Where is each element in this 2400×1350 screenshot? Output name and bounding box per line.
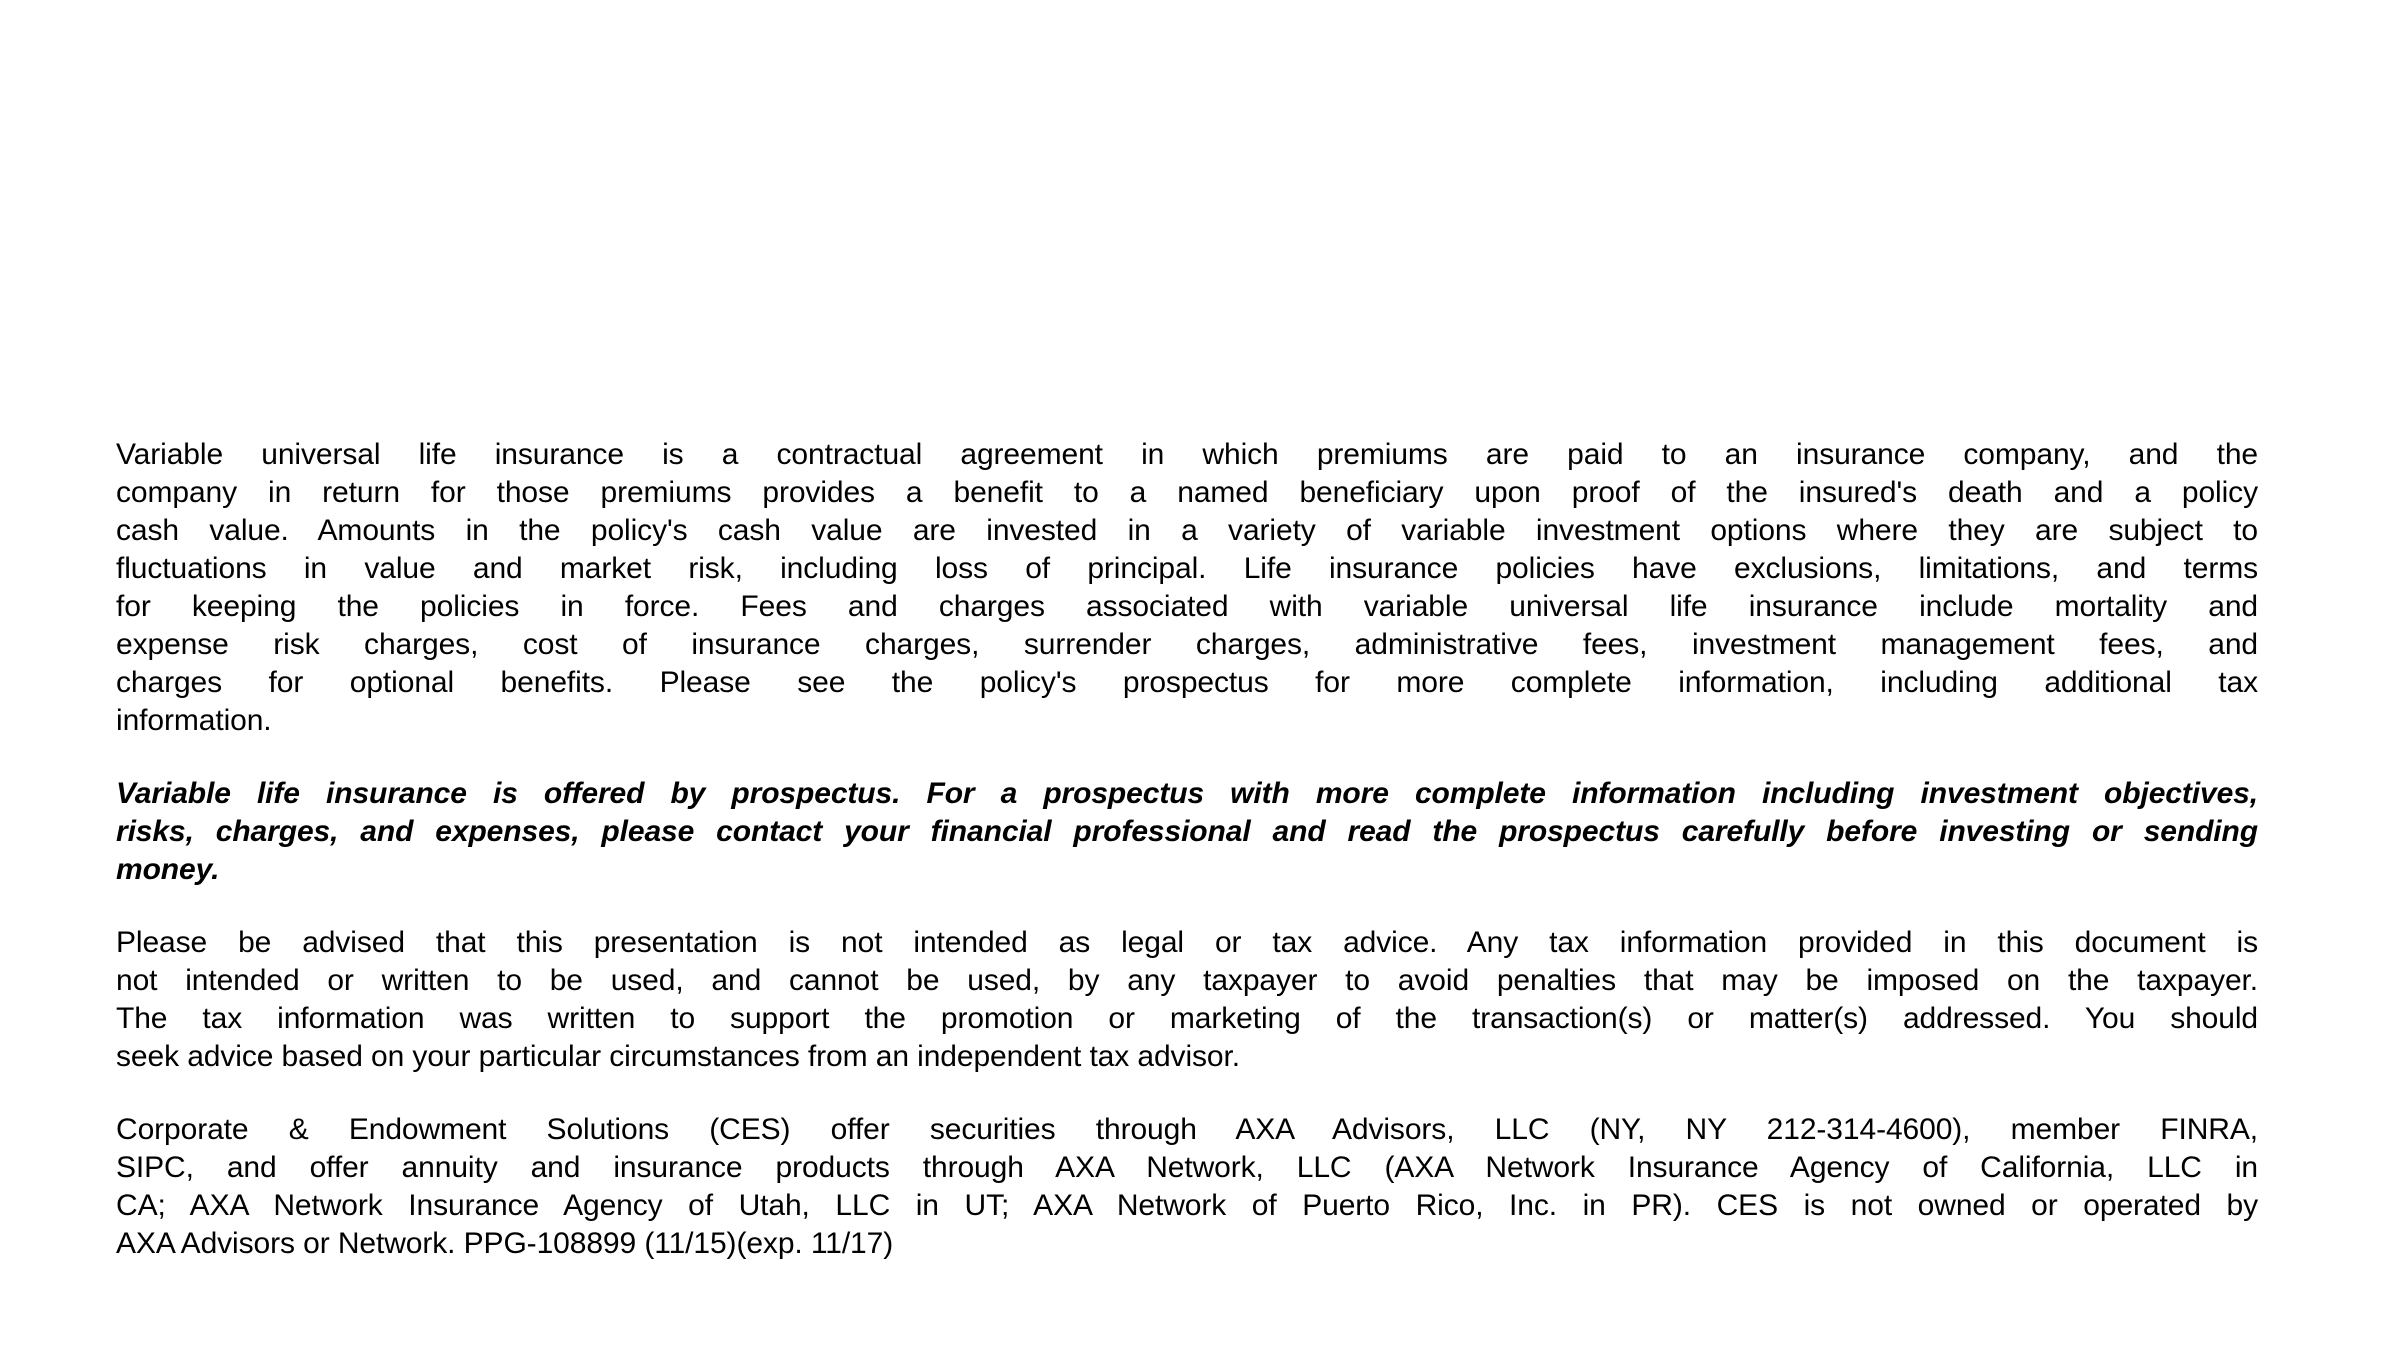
text-line: for keeping the policies in force. Fees and charges associated with variable universal life insurance include mortality and [116, 590, 2258, 623]
text-line: The tax information was written to support the promotion or marketing of the transaction(s) or matter(s) addressed. You should [116, 1002, 2258, 1035]
text-line: fluctuations in value and market risk, including loss of principal. Life insurance policies have exclusions, limitations, and terms [116, 552, 2258, 585]
text-line: seek advice based on your particular circumstances from an independent tax advisor. [116, 1040, 1240, 1073]
text-line: charges for optional benefits. Please see the policy's prospectus for more complete information, including additional tax [116, 666, 2258, 699]
text-line: AXA Advisors or Network. PPG-108899 (11/15)(exp. 11/17) [116, 1227, 894, 1260]
text-line: Please be advised that this presentation is not intended as legal or tax advice. Any tax information provided in this document is [116, 926, 2258, 959]
text-line: not intended or written to be used, and cannot be used, by any taxpayer to avoid penalties that may be imposed on the taxpayer. [116, 964, 2258, 997]
text-line: expense risk charges, cost of insurance charges, surrender charges, administrative fees, investment management fees, and [116, 628, 2258, 661]
text-line: money. [116, 853, 220, 886]
paragraph [116, 1111, 2258, 1263]
text-line: Variable universal life insurance is a contractual agreement in which premiums are paid to an insurance company, and the [116, 438, 2258, 471]
text-line: risks, charges, and expenses, please contact your financial professional and read the prospectus carefully before investing or sending [116, 815, 2258, 848]
text-line: cash value. Amounts in the policy's cash value are invested in a variety of variable investment options where they are subject to [116, 514, 2258, 547]
paragraph [116, 775, 2258, 889]
text-line: CA; AXA Network Insurance Agency of Utah, LLC in UT; AXA Network of Puerto Rico, Inc. in PR). CES is not owned or operated by [116, 1189, 2258, 1222]
text-line: SIPC, and offer annuity and insurance products through AXA Network, LLC (AXA Network Insurance Agency of California, LLC in [116, 1151, 2258, 1184]
text-line: Corporate & Endowment Solutions (CES) offer securities through AXA Advisors, LLC (NY, NY 212-314-4600), member FINRA, [116, 1113, 2258, 1146]
disclosure-text [116, 436, 2258, 1263]
paragraph [116, 924, 2258, 1076]
paragraph [116, 436, 2258, 740]
text-line: company in return for those premiums provides a benefit to a named beneficiary upon proof of the insured's death and a policy [116, 476, 2258, 509]
text-line: Variable life insurance is offered by prospectus. For a prospectus with more complete information including investment objectives, [116, 777, 2258, 810]
text-line: information. [116, 704, 272, 737]
